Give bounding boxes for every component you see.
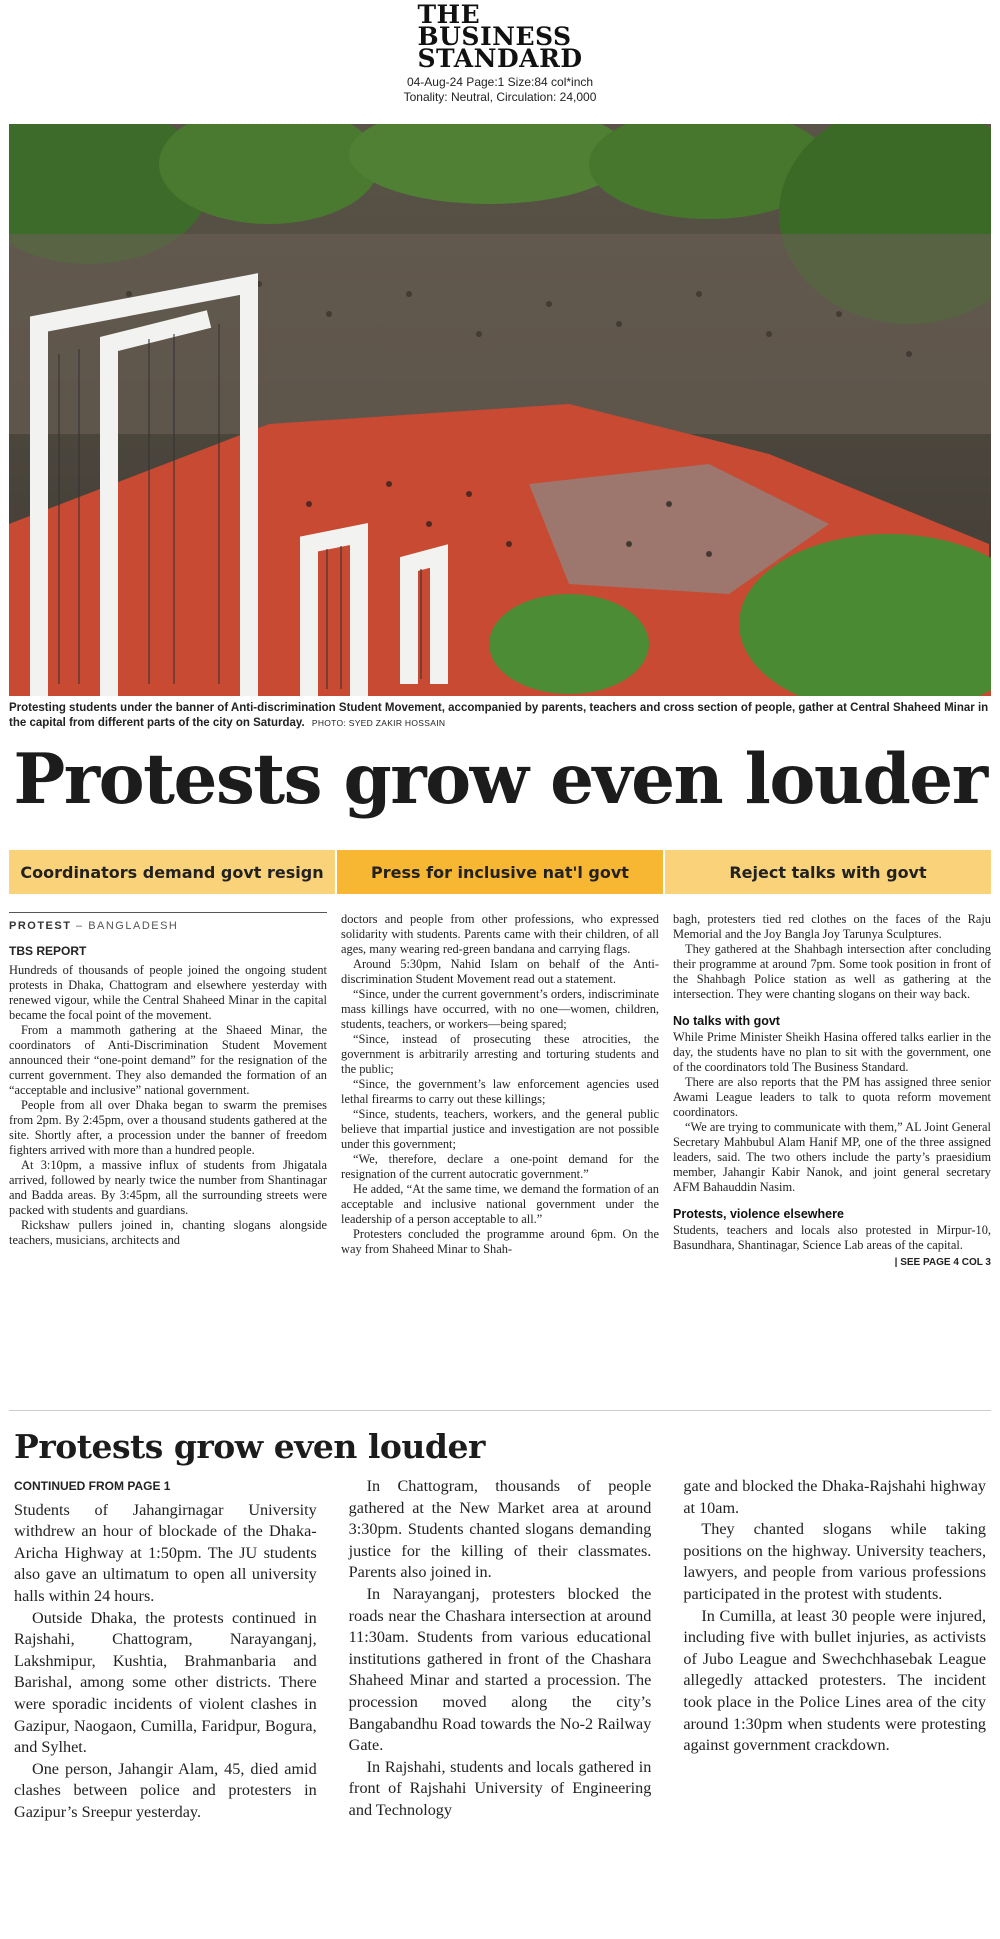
paragraph bbox=[673, 1223, 991, 1268]
clipping-tonality: Tonality: Neutral, Circulation: 24,000 bbox=[403, 90, 597, 104]
paragraph: In Cumilla, at least 30 people were injured, including five with bullet injuries, as activists of Jubo League and Swechchhasebak League allegedly attacked protesters. The incident took place in the Police Lines area of the city around 1:30pm when students were protesting against government crackdown. bbox=[683, 1606, 987, 1755]
news-photo bbox=[9, 124, 991, 696]
article-column-3 bbox=[673, 912, 991, 1270]
tab-label: Reject talks with govt bbox=[729, 862, 927, 882]
clipping-meta bbox=[0, 75, 1000, 105]
caption-text: Protesting students under the banner of Anti-discrimination Student Movement, accompanied by parents, teachers and cross section of people, gather at Central Shaheed Minar in the capital from different parts of the city on Saturday. bbox=[9, 702, 989, 729]
paragraph: While Prime Minister Sheikh Hasina offered talks earlier in the day, the students have no plan to sit with the government, one of the coordinators told The Business Standard. bbox=[673, 1030, 991, 1074]
paragraph: In Rajshahi, students and locals gathered in front of Rajshahi University of Engineering and Technology bbox=[348, 1757, 652, 1819]
photo-credit: PHOTO: SYED ZAKIR HOSSAIN bbox=[311, 718, 446, 728]
logo-line: BUSINESS bbox=[417, 22, 572, 51]
tab-label: Press for inclusive nat'l govt bbox=[371, 862, 629, 882]
publication-logo bbox=[417, 0, 583, 73]
tab-label: Coordinators demand govt resign bbox=[20, 862, 324, 882]
section-divider bbox=[9, 1410, 991, 1411]
paragraph: Outside Dhaka, the protests continued in Rajshahi, Chattogram, Narayanganj, Lakshmipur, Kushtia, Brahmanbaria and Barishal, among some other districts. There were sporadic incidents of violent clashes in Gazipur, Naogaon, Cumilla, Faridpur, Bogura, and Sylhet. bbox=[14, 1608, 317, 1757]
paragraph: “We, therefore, declare a one-point demand for the resignation of the current autocratic government.” bbox=[341, 1152, 659, 1181]
section-kicker bbox=[9, 912, 327, 934]
continued-body bbox=[14, 1476, 986, 1824]
paragraph: gate and blocked the Dhaka-Rajshahi highway at 10am. bbox=[683, 1477, 987, 1517]
continued-label: CONTINUED FROM PAGE 1 bbox=[14, 1479, 171, 1493]
subhead-violence-elsewhere: Protests, violence elsewhere bbox=[673, 1207, 844, 1221]
paragraph: In Chattogram, thousands of people gathered at the New Market area at around 3:30pm. Students chanted slogans demanding justice for the killing of their classmates. Parents also joined in. bbox=[348, 1477, 652, 1582]
paragraph: Rickshaw pullers joined in, chanting slogans alongside teachers, musicians, architects and bbox=[9, 1218, 327, 1247]
logo-line: THE bbox=[417, 0, 481, 29]
paragraph: doctors and people from other professions, who expressed solidarity with students. Parents came with their children, of all ages, many wearing red-green bandana and carrying flags. bbox=[341, 912, 659, 956]
masthead bbox=[0, 0, 1000, 105]
paragraph: From a mammoth gathering at the Shaeed Minar, the coordinators of Anti-Discrimination Student Movement announced their “one-point demand” for the resignation of the current government. They also demanded the formation of an “acceptable and inclusive” national government. bbox=[9, 1023, 327, 1097]
kicker-label: PROTEST bbox=[9, 920, 72, 932]
paragraph: “Since, students, teachers, workers, and the general public believe that impartial justice and investigation are not possible under this government; bbox=[341, 1107, 659, 1151]
logo-line: STANDARD bbox=[417, 44, 583, 73]
paragraph: They gathered at the Shahbagh intersection after concluding their programme at around 7pm. Some took position in front of the Shahbagh Police station as well as gathering at the intersection. They were chanting slogans on their way back. bbox=[673, 942, 991, 1001]
paragraph: bagh, protesters tied red clothes on the faces of the Raju Memorial and the Joy Bangla Joy Tarunya Sculptures. bbox=[673, 912, 991, 941]
article-column-2 bbox=[341, 912, 659, 1270]
kicker-sub: – BANGLADESH bbox=[76, 920, 179, 932]
paragraph: “Since, instead of prosecuting these atrocities, the government is arbitrarily arresting and torturing students and the public; bbox=[341, 1032, 659, 1076]
paragraph: One person, Jahangir Alam, 45, died amid clashes between police and protesters in Gazipur’s Sreepur yesterday. bbox=[14, 1759, 317, 1821]
article-column-1 bbox=[9, 912, 327, 1270]
paragraph: “We are trying to communicate with them,” AL Joint General Secretary Mahbubul Alam Hanif MP, one of the three assigned leaders, said. The two others include the party’s praesidium member, Jahangir Kabir Nanok, and joint general secretary AFM Bahauddin Nasim. bbox=[673, 1120, 991, 1194]
photo-caption bbox=[9, 701, 991, 731]
continued-headline: Protests grow even louder bbox=[14, 1427, 485, 1466]
paragraph: At 3:10pm, a massive influx of students from Jhigatala arrived, followed by nearly twice the number from Shantinagar and Badda areas. By 3:45pm, all the surrounding streets were packed with students and guardians. bbox=[9, 1158, 327, 1217]
paragraph: They chanted slogans while taking positions on the highway. University teachers, lawyers, and people from various professions participated in the protest with students. bbox=[683, 1520, 987, 1603]
paragraph: People from all over Dhaka began to swarm the premises from 2pm. By 2:45pm, over a thousand students gathered at the site. Shortly after, a procession under the banner of freedom fighters arrived with more than a hundred people. bbox=[9, 1098, 327, 1157]
paragraph: Students of Jahangirnagar University withdrew an hour of blockade of the Dhaka-Aricha Highway at 1:50pm. The JU students also gave an ultimatum to open all university halls within 24 hours. bbox=[14, 1500, 317, 1605]
paragraph: There are also reports that the PM has assigned three senior Awami League leaders to talk to quota reform movement coordinators. bbox=[673, 1075, 991, 1119]
byline: TBS REPORT bbox=[9, 944, 87, 958]
continued-column-1 bbox=[14, 1476, 317, 1824]
summary-tab-inclusive-govt bbox=[337, 850, 665, 894]
continued-column-2 bbox=[349, 1476, 652, 1824]
paragraph: Protesters concluded the programme around 6pm. On the way from Shaheed Minar to Shah- bbox=[341, 1227, 659, 1256]
main-headline: Protests grow even louder bbox=[13, 739, 987, 820]
paragraph: In Narayanganj, protesters blocked the roads near the Chashara intersection at around 11:30am. Students from various educational institutions gathered in front of the Chashara Shaheed Minar and started a procession. The procession moved along the city’s Bangabandhu Road towards the No-2 Railway Gate. bbox=[348, 1584, 652, 1755]
summary-tab-reject-talks bbox=[665, 850, 991, 894]
clipping-date-size: 04-Aug-24 Page:1 Size:84 col*inch bbox=[406, 75, 594, 89]
paragraph-text: Students, teachers and locals also protested in Mirpur-10, Basundhara, Shantinagar, Science Lab areas of the capital. bbox=[673, 1223, 991, 1252]
article-body bbox=[9, 912, 991, 1270]
paragraph: Hundreds of thousands of people joined the ongoing student protests in Dhaka, Chattogram and elsewhere yesterday with renewed vigour, while the Central Shaheed Minar in the capital became the focal point of the movement. bbox=[9, 963, 327, 1022]
subhead-no-talks: No talks with govt bbox=[673, 1014, 780, 1028]
paragraph: “Since, the government’s law enforcement agencies used lethal firearms to carry out these killings; bbox=[341, 1077, 659, 1106]
paragraph: He added, “At the same time, we demand the formation of an acceptable and inclusive national government under the leadership of a person acceptable to all.” bbox=[341, 1182, 659, 1226]
see-page-jump: | SEE PAGE 4 COL 3 bbox=[894, 1257, 991, 1268]
summary-tab-coordinators bbox=[9, 850, 337, 894]
continued-column-3 bbox=[683, 1476, 986, 1824]
paragraph: Around 5:30pm, Nahid Islam on behalf of the Anti-discrimination Student Movement read out a statement. bbox=[341, 957, 659, 986]
summary-tabs bbox=[9, 850, 991, 894]
paragraph: “Since, under the current government’s orders, indiscriminate mass killings have occurred, with no one—women, children, students, teachers, or workers—being spared; bbox=[341, 987, 659, 1031]
